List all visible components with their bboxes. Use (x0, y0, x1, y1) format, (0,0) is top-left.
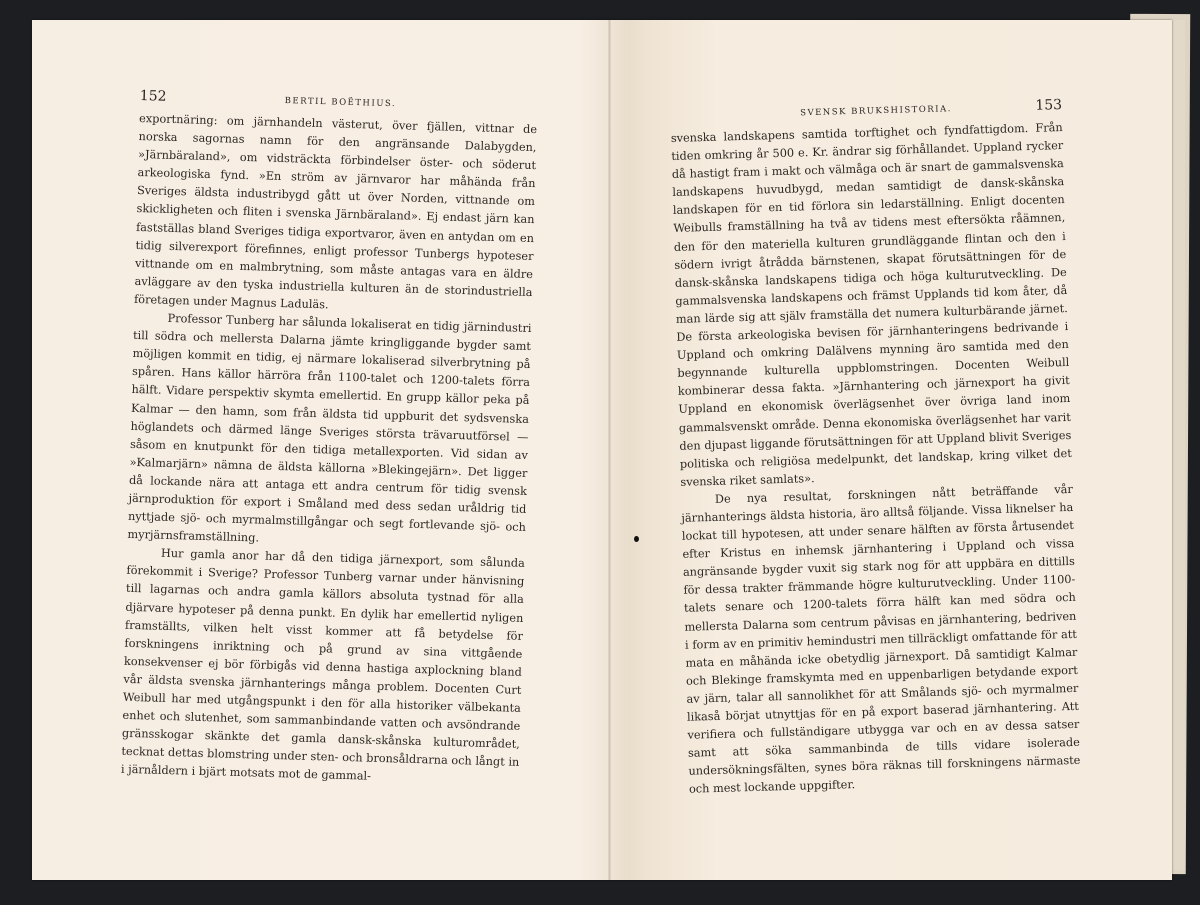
ink-spot (634, 536, 639, 542)
running-head: BERTIL BOËTHIUS. (284, 96, 397, 110)
running-head: SVENSK BRUKSHISTORIA. (800, 104, 953, 119)
paragraph: Professor Tunberg har sålunda lokaliserat en tidig järnindustri till södra och mellersta Dalarna jämte kringliggande bygder samt möjligen kommit en tidig, ej närmare lokaliserad silverbrytning på spåren. Hans källor härröra från 1100-talet och 1200-talets förra hälft. Vidare perspektiv skymta emellertid. En grupp källor peka på Kalmar — den hamn, som från äldsta tid uppburit det sydsvenska höglandets och därmed länge Sveriges största trävaruutförsel — såsom en knutpunkt för den tidiga metallexporten. Vid sidan av »Kalmarjärn» nämna de äldsta källorna »Blekingejärn». Det ligger då lockande nära att antaga ett andra centrum för tidig svensk järnproduktion för export i Småland med dess sedan uråldrig tid nyttjade sjö- och myrmalmstillgångar och segt fortlevande sjö- och myrjärnsframställning. (127, 311, 532, 545)
paragraph: De nya resultat, forskningen nått beträffande vår järnhanterings äldsta historia, äro alltså följande. Vissa liknelser ha lockat till hypotesen, att under senare hälften av första årtusendet efter Kristus en inhemsk järnhantering i Uppland och vissa angränsande bygder vuxit sig stark nog för att uppbära en dittills för dessa trakter främmande högre kulturutveckling. Under 1100-talets senare och 1200-talets förra hälft kan med södra och mellersta Dalarna som centrum påvisas en järnhantering, bedriven i form av en primitiv hemindustri men tillräckligt omfattande för att mata en måhända icke obetydlig järnexport. Då samtidigt Kalmar och Blekinge framskymta med en uppenbarligen betydande export av järn, talar all sannolikhet för att Smålands sjö- och myrmalmer likaså börjat utnyttjas för en på export baserad järnhantering. Att verifiera och fullständigare utbygga var och en av dessa satser samt att söka sammanbinda de tills vidare isolerade undersökningsfälten, synes böra räknas till forskningens närmaste och mest lockande uppgifter. (681, 482, 1081, 797)
page-number: 152 (139, 88, 167, 105)
right-page (670, 97, 1081, 799)
left-page (121, 88, 538, 790)
book-gutter (608, 20, 611, 880)
page-number: 153 (1035, 97, 1063, 114)
paragraph: Hur gamla anor har då den tidiga järnexport, som sålunda förekommit i Sverige? Professor Tunberg varnar under hänvisning till lagarnas och andra gamla källors absoluta tystnad för alla djärvare hypoteser på denna punkt. En dylik har emellertid nyligen framställts, vilken helt visst kommer att få betydelse för forskningens inriktning och på grund av sina vittgående konsekvenser ej bör förbigås vid denna hastiga axplockning bland vår äldsta svenska järnhanterings många problem. Docenten Curt Weibull har med utgångspunkt i den för alla historiker välbekanta enhet och slutenhet, som sammanbindande vatten och avsöndrande gränsskogar skänkte det gamla dansk-skånska kulturområdet, tecknat dettas blomstring under sten- och bronsåldrarna och långt in i järnåldern i bjärt motsats mot de gammal- (120, 547, 526, 784)
paragraph: exportnäring: om järnhandeln västerut, över fjällen, vittnar de norska sagornas namn för den angränsande Dalabygden, »Järnbäraland», om vidsträckta förbindelser öster- och söderut arkeologiska fynd. »En ström av järnvaror har måhända från Sveriges äldsta industribygd gått ut över Norden, vittnande om skickligheten och fliten i svenska Järnbäraland». Ej endast järn kan fastställas bland Sveriges tidiga exportvaror, även en antydan om en tidig silverexport förefinnes, enligt professor Tunbergs hypoteser vittnande om en malmbrytning, som måste antagas vara en äldre avläggare av den tyska industriella kulturen än de storindustriella företagen under Magnus Laduläs. (133, 111, 538, 312)
paragraph: svenska landskapens samtida torftighet och fyndfattigdom. Från tiden omkring år 500 e. Kr. ändrar sig förhållandet. Uppland rycker då hastigt fram i makt och välmåga och är snart de gammalsvenska landskapens huvudbygd, medan samtidigt de dansk-skånska landskapen för en tid förlora sin ledarställning. Enligt docenten Weibulls framställning ha två av tidens mest eftersökta råämnen, den för den materiella kulturen grundläggande flintan och den i södern ivrigt åtrådda bärnstenen, skapat förutsättningen för de dansk-skånska landskapens tidiga och höga kulturutveckling. De gammalsvenska landskapens och främst Upplands tid kom åter, då man lärde sig att själv framställa det numera kulturbärande järnet. De första arkeologiska bevisen för järnhanteringens bedrivande i Uppland och omkring Dalälvens mynning äro samtida med den begynnande kulturella uppblomstringen. Docenten Weibull kombinerar dessa fakta. »Järnhantering och järnexport ha givit Uppland en ekonomisk överlägsenhet över övriga land inom gammalsvenskt område. Denna ekonomiska överlägsenhet har varit den djupast liggande förutsättningen för att Uppland blivit Sveriges politiska och religiösa medelpunkt, det landskap, kring vilket det svenska riket samlats». (670, 121, 1072, 489)
